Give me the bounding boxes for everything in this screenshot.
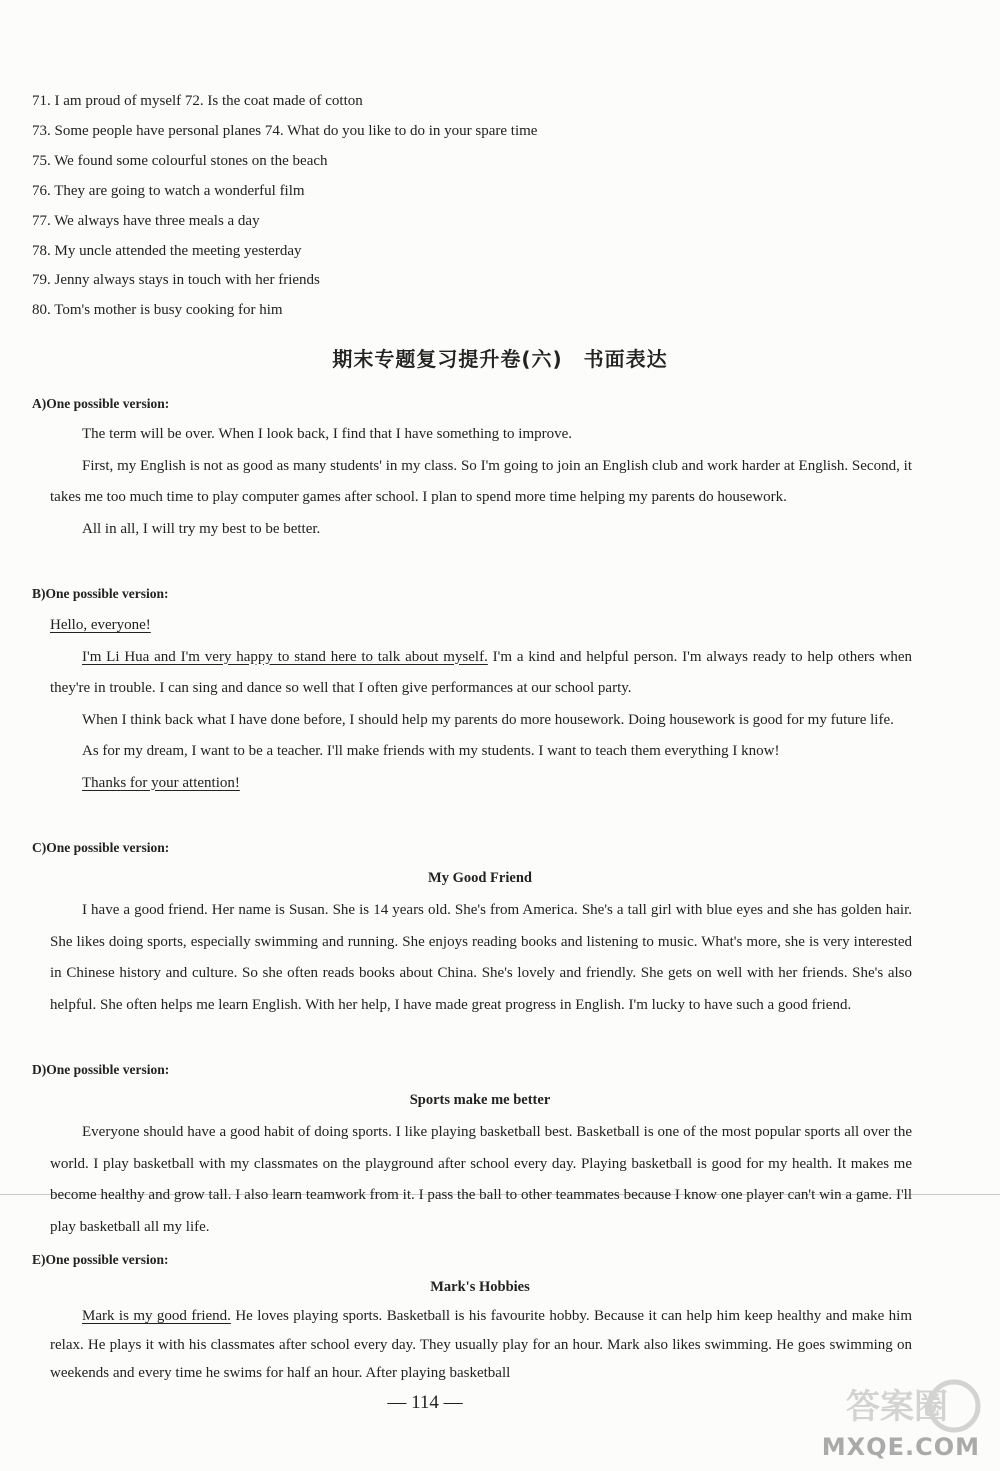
section-c-paragraph-1: I have a good friend. Her name is Susan. She is 14 years old. She's from America. She's a tall girl with blue eyes and she has golden hair. She likes doing sports, especially swimming and running. She enjoys reading books and listening to music. What's more, she is very interested in Chinese history and culture. So she often reads books about China. She's lovely and friendly. She gets on well with her friends. She's also helpful. She often helps me learn English. With her help, I have made great progress in English. I'm lucky to have such a good friend. — [50, 902, 912, 1013]
svg-text:答案圈: 答案圈 — [846, 1387, 948, 1427]
page-title: 期末专题复习提升卷(六) 书面表达 — [332, 347, 668, 371]
section-e-label: E)One possible version: — [32, 1252, 169, 1267]
section-b-closing: Thanks for your attention! — [82, 774, 240, 791]
section-a-text — [50, 419, 912, 545]
section-d-text — [50, 1117, 912, 1243]
section-b-paragraph-1: I'm Li Hua and I'm very happy to stand here to talk about myself. I'm a kind and helpful person. I'm always ready to help others when they're in trouble. I can sing and dance so well that I often give performances at our school party. — [50, 648, 912, 696]
section-e-text — [50, 1302, 912, 1388]
section-a-label: A)One possible version: — [32, 396, 170, 411]
answer-line-75: 75. We found some colourful stones on the beach — [32, 153, 328, 169]
section-b-label: B)One possible version: — [32, 586, 169, 601]
section-d-essay-title: Sports make me better — [409, 1092, 551, 1108]
section-b-paragraph-3: As for my dream, I want to be a teacher. I'll make friends with my students. I want to teach them everything I know! — [82, 743, 780, 759]
section-c-label: C)One possible version: — [32, 840, 170, 855]
section-d-paragraph-1: Everyone should have a good habit of doing sports. I like playing basketball best. Basketball is one of the most popular sports all over the world. I play basketball with my classmates on the playground after school every day. Playing basketball is good for my health. It makes me become healthy and grow tall. I also learn teamwork from it. I pass the ball to other teammates because I know one player can't win a game. I'll play basketball all my life. — [50, 1124, 912, 1235]
section-e-essay-title: Mark's Hobbies — [430, 1279, 530, 1295]
answer-line-78: 78. My uncle attended the meeting yesterday — [32, 243, 302, 259]
answer-line-77: 77. We always have three meals a day — [32, 213, 260, 229]
section-a-paragraph-2: First, my English is not as good as many students' in my class. So I'm going to join an English club and work harder at English. Second, it takes me too much time to play computer games after school. I plan to spend more time helping my parents do housework. — [50, 457, 912, 505]
section-a-paragraph-1: The term will be over. When I look back, I find that I have something to improve. — [82, 426, 573, 442]
section-c-text — [50, 895, 912, 1021]
answer-line-76: 76. They are going to watch a wonderful film — [32, 183, 305, 199]
section-b-greeting: Hello, everyone! — [50, 617, 151, 633]
watermark-text: MXQE.COM — [821, 1433, 980, 1461]
section-b-text — [50, 610, 912, 799]
section-e-paragraph-1: Mark is my good friend. He loves playing sports. Basketball is his favourite hobby. Because it can help him keep healthy and make him relax. He plays it with his classmates after school every day. They usually play for an hour. Mark also likes swimming. He goes swimming on weekends and every time he swims for half an hour. After playing basketball — [50, 1308, 913, 1381]
section-b-paragraph-2: When I think back what I have done before, I should help my parents do more housework. Doing housework is good for my future life. — [82, 711, 894, 728]
section-d-label: D)One possible version: — [32, 1062, 170, 1077]
answer-line-71-72: 71. I am proud of myself 72. Is the coat made of cotton — [32, 93, 363, 109]
answer-line-79: 79. Jenny always stays in touch with her friends — [32, 272, 320, 288]
answer-line-80: 80. Tom's mother is busy cooking for him — [32, 302, 283, 318]
answer-line-73-74: 73. Some people have personal planes 74. What do you like to do in your spare time — [32, 123, 538, 139]
section-a-paragraph-3: All in all, I will try my best to be better. — [82, 520, 321, 537]
page-number: — 114 — — [387, 1392, 463, 1413]
section-c-essay-title: My Good Friend — [428, 870, 532, 886]
